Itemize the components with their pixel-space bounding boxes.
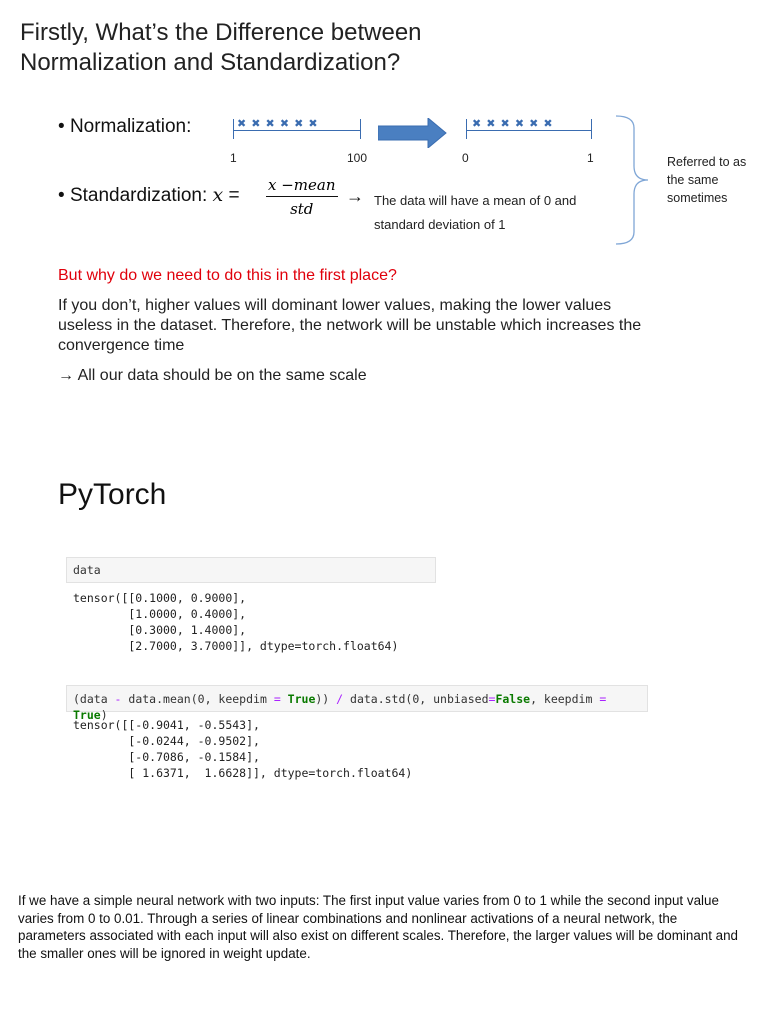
- conclusion-arrow-icon: →: [58, 367, 74, 384]
- answer-paragraph: [58, 296, 748, 356]
- scale-left-max: 100: [347, 151, 368, 165]
- scale-right-tick-end: [591, 119, 592, 139]
- code-operator: =: [273, 692, 281, 706]
- slide-title: [20, 18, 422, 78]
- bullet-dot: •: [58, 116, 65, 137]
- code-token: (data: [73, 692, 115, 706]
- code-token: , keepdim: [530, 692, 600, 706]
- scale-left-axis: [233, 130, 361, 131]
- description-line-2: standard deviation of 1: [374, 217, 506, 232]
- code-cell-2-output: tensor([[-0.9041, -0.5543], [-0.0244, -0.9502], [-0.7086, -0.1584], [ 1.6371, 1.6628]], dtype=torch.float64): [73, 718, 413, 780]
- side-note: [667, 153, 746, 207]
- scale-right-axis: [466, 130, 592, 131]
- question-text: But why do we need to do this in the first place?: [58, 267, 397, 284]
- code-token: data.mean(0, keepdim: [121, 692, 274, 706]
- title-line-2: Normalization and Standardization?: [20, 49, 401, 76]
- footer-paragraph: If we have a simple neural network with two inputs: The first input value varies from 0 to 1 while the second input value varies from 0 to 0.01. Through a series of linear combinations and nonlinear activations of a neural network, the parameters associated with each input will also exist on different scales. Therefore, the larger values will be dominant and the smaller ones will be ignored in weight update.: [18, 893, 739, 961]
- standardization-bullet: [58, 183, 240, 208]
- scale-right-marks: ✖ ✖ ✖ ✖ ✖ ✖: [472, 118, 554, 130]
- standardization-formula: [266, 176, 338, 218]
- scale-left-marks: ✖ ✖ ✖ ✖ ✖ ✖: [237, 118, 319, 130]
- scale-left-tick-end: [360, 119, 361, 139]
- code-token: ): [100, 708, 108, 722]
- code-cell-1-input-text: data: [73, 563, 101, 577]
- transform-arrow-icon: [378, 118, 448, 148]
- code-token: data.std(0, unbiased: [343, 692, 489, 706]
- formula-variable: x: [212, 184, 224, 206]
- description-line-1: The data will have a mean of 0 and: [374, 193, 577, 208]
- standardization-description: [374, 189, 576, 237]
- code-operator: /: [336, 692, 344, 706]
- scale-right-min: 0: [462, 151, 469, 165]
- scale-left-tick-start: [233, 119, 234, 139]
- code-keyword: True: [73, 708, 101, 722]
- curly-bracket-icon: [612, 114, 652, 246]
- scale-right: [466, 118, 592, 140]
- answer-line-1: If you don’t, higher values will dominant lower values, making the lower values: [58, 297, 612, 314]
- scale-right-max: 1: [587, 151, 594, 165]
- standardization-label: Standardization:: [69, 185, 208, 206]
- conclusion-text: All our data should be on the same scale: [77, 367, 367, 384]
- code-operator: -: [114, 692, 122, 706]
- code-cell-1-input[interactable]: [66, 557, 436, 583]
- scale-left: [233, 118, 361, 140]
- scale-left-min: 1: [230, 151, 237, 165]
- code-cell-2-input[interactable]: [66, 685, 648, 722]
- right-arrow-icon: →: [346, 186, 364, 206]
- answer-line-3: convergence time: [58, 337, 185, 354]
- bullet-dot: •: [58, 185, 65, 206]
- code-keyword: True: [280, 692, 316, 706]
- answer-line-2: useless in the dataset. Therefore, the network will be unstable which increases the: [58, 317, 642, 334]
- side-note-line-2: the same: [667, 173, 719, 187]
- code-cell-1-output: tensor([[0.1000, 0.9000], [1.0000, 0.4000], [0.3000, 1.4000], [2.7000, 3.7000]], dtype=torch.float64): [73, 591, 399, 653]
- code-operator: =: [488, 692, 496, 706]
- title-line-1: Firstly, What’s the Difference between: [20, 19, 422, 46]
- side-note-line-3: sometimes: [667, 191, 728, 205]
- normalization-label: Normalization:: [69, 116, 192, 137]
- side-note-line-1: Referred to as: [667, 155, 747, 169]
- formula-numerator: x −mean: [266, 176, 338, 197]
- conclusion: [58, 366, 367, 386]
- code-keyword: False: [495, 692, 531, 706]
- code-operator: =: [599, 692, 607, 706]
- normalization-bullet: [58, 115, 191, 139]
- scale-right-tick-start: [466, 119, 467, 139]
- code-token: )): [315, 692, 337, 706]
- formula-equals: =: [228, 185, 240, 206]
- section-title: PyTorch: [58, 478, 167, 511]
- formula-denominator: std: [290, 200, 314, 218]
